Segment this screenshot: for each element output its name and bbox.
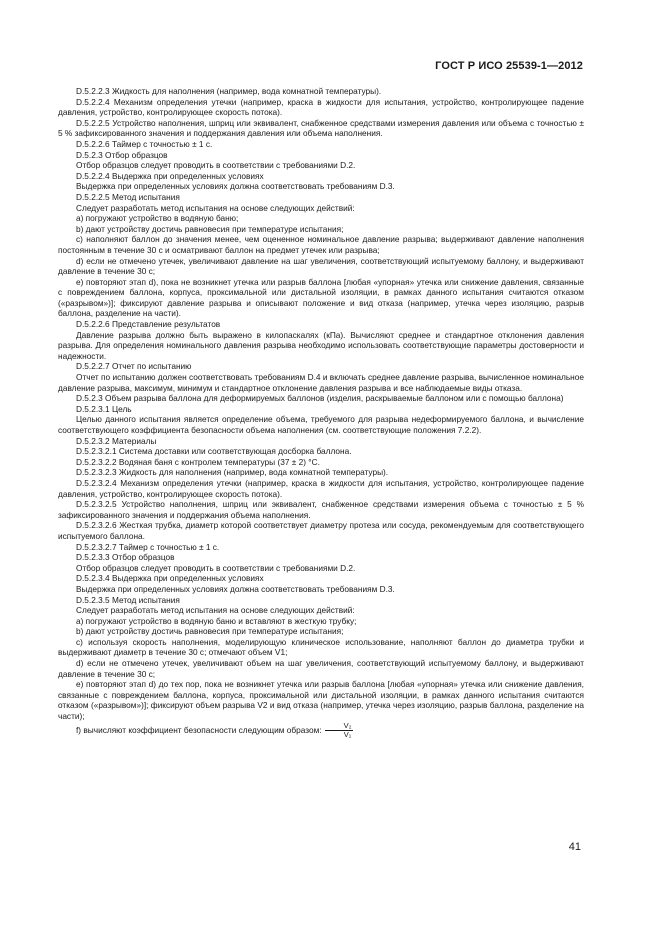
paragraph: D.5.2.3.2.2 Водяная баня с контролем температуры (37 ± 2) °С. <box>76 456 320 467</box>
paragraph: D.5.2.2.6 Таймер с точностью ± 1 с. <box>76 138 213 149</box>
paragraph: D.5.2.3.2.3 Жидкость для наполнения (например, вода комнатной температуры). <box>76 467 389 478</box>
paragraph: D.5.2.3.2.7 Таймер с точностью ± 1 с. <box>76 541 220 552</box>
paragraph: Выдержка при определенных условиях должна соответствовать требованиям D.3. <box>76 181 395 192</box>
fraction-denominator: V₁ <box>343 729 352 739</box>
paragraph: D.5.2.3.2.5 Устройство наполнения, шприц или эквивалент, снабженное средствами измерения объема с точностью ± 5 % зафиксированного значения и поддержания объема наполнения. <box>58 499 584 520</box>
section-heading: D.5.2.3.1 Цель <box>76 403 132 414</box>
list-item: e) повторяют этап d) до тех пор, пока не возникнет утечка или разрыв баллона [любая «упорная» утечка или снижение давления, связанные с повреждением баллона, корпуса, проксимальной или дистальной изоляции, в рамках данного испытания считаются отказом («разрывом»)]; фиксируют объем разрыва V2 и вид отказа (например, утечка через изоляцию, разрыв баллона, разделение на части); <box>58 679 584 722</box>
section-heading: D.5.2.3.3 Отбор образцов <box>76 552 175 563</box>
paragraph: D.5.2.2.4 Механизм определения утечки (например, краска в жидкости для испытания, устройство, контролирующее падение давления, устройство, контролирующее скорость потока). <box>58 96 584 118</box>
paragraph: Отчет по испытанию должен соответствовать требованиям D.4 и включать среднее давление разрыва, вычисленное номинальное давление разрыва, максимум, минимум и стандартное отклонение давления разрыва и все наблюдаемые виды отказа. <box>58 372 584 393</box>
paragraph: Следует разработать метод испытания на основе следующих действий: <box>76 202 355 213</box>
section-heading: D.5.2.2.5 Метод испытания <box>76 191 180 202</box>
list-item: a) погружают устройство в водяную баню; <box>76 213 239 224</box>
paragraph: D.5.2.3.2.1 Система доставки или соответствующая досборка баллона. <box>76 446 352 457</box>
paragraph: D.5.2.3.2.6 Жесткая трубка, диаметр которой соответствует диаметру протеза или сосуда, рекомендуемым для соответствующего испытуемого баллона. <box>58 520 584 541</box>
section-heading: D.5.2.3 Отбор образцов <box>76 149 168 160</box>
paragraph: D.5.2.2.3 Жидкость для наполнения (например, вода комнатной температуры). <box>76 86 382 96</box>
section-heading: D.5.2.3 Объем разрыва баллона для деформируемых баллонов (изделия, раскрываемые баллоном или с помощью баллона) <box>76 393 564 404</box>
list-item: d) если не отмечено утечек, увеличивают давление на шаг увеличения, соответствующий испытуемому баллону, и выдерживают давление в течение 30 с; <box>58 255 584 277</box>
section-heading: D.5.2.3.2 Материалы <box>76 435 157 446</box>
paragraph: D.5.2.2.5 Устройство наполнения, шприц или эквивалент, снабженное средствами измерения давления или объема с точностью ± 5 % зафиксированного значения и поддержания давления или объема наполнения. <box>58 117 584 139</box>
paragraph: Целью данного испытания является определение объема, требуемого для разрыва недеформируемого баллона, и вычисление соответствующего коэффициента безопасности объема наполнения (см. соответствующие положения 7.2.2). <box>58 414 584 435</box>
list-item: c) используя скорость наполнения, моделирующую клиническое использование, наполняют баллон до диаметра трубки и выдерживают диаметр в течение 30 с; отмечают объем V1; <box>58 636 584 658</box>
document-header: ГОСТ Р ИСО 25539-1—2012 <box>435 60 583 72</box>
paragraph: D.5.2.3.2.4 Механизм определения утечки (например, краска в жидкости для испытания, устройство, контролирующее падение давления, устройство, контролирующее скорость потока). <box>58 477 584 499</box>
section-heading: D.5.2.3.4 Выдержка при определенных условиях <box>76 573 264 584</box>
paragraph: Следует разработать метод испытания на основе следующих действий: <box>76 605 355 616</box>
section-heading: D.5.2.2.6 Представление результатов <box>76 319 221 330</box>
document-body <box>58 86 584 739</box>
paragraph: Выдержка при определенных условиях должна соответствовать требованиям D.3. <box>76 583 395 594</box>
list-item: a) погружают устройство в водяную баню и вставляют в жесткую трубку; <box>76 615 357 626</box>
section-heading: D.5.2.2.4 Выдержка при определенных условиях <box>76 170 264 181</box>
list-item: c) наполняют баллон до значения менее, чем оцененное номинальное давление разрыва; выдерживают давление наполнения постоянным в течение 30 с и осматривают баллон на предмет утечек или разрыва; <box>58 234 584 255</box>
formula-text: f) вычисляют коэффициент безопасности следующим образом: <box>76 724 322 735</box>
paragraph: Отбор образцов следует проводить в соответствии с требованиями D.2. <box>76 160 356 171</box>
fraction-numerator: V₂ <box>325 722 353 731</box>
page-number: 41 <box>568 841 581 853</box>
paragraph: Давление разрыва должно быть выражено в килопаскалях (кПа). Вычисляют среднее и стандартное отклонения давления разрыва. Для определения номинального давления разрыва необходимо использовать соответствующие параметры достоверности и надежности. <box>58 329 584 361</box>
list-item: b) дают устройству достичь равновесия при температуре испытания; <box>76 626 344 637</box>
list-item: b) дают устройству достичь равновесия при температуре испытания; <box>76 223 344 234</box>
list-item: e) повторяют этап d), пока не возникнет утечка или разрыв баллона [любая «упорная» утечка или снижение давления, связанные с повреждением баллона, корпуса, проксимальной или дистальной изоляции, в рамках данного испытания считаются отказом («разрывом»)]; фиксируют давление разрыва и описывают положение и вид отказа (например, утечка через изоляцию, разрыв баллона, разделение на части). <box>58 276 584 319</box>
paragraph: Отбор образцов следует проводить в соответствии с требованиями D.2. <box>76 562 356 573</box>
section-heading: D.5.2.2.7 Отчет по испытанию <box>76 361 192 372</box>
list-item: d) если не отмечено утечек, увеличивают объем на шаг увеличения, соответствующий испытуемому баллону, и выдерживают давление в течение 30 с; <box>58 658 584 679</box>
section-heading: D.5.2.3.5 Метод испытания <box>76 594 180 605</box>
safety-factor-fraction <box>325 722 353 739</box>
formula-line <box>58 722 584 739</box>
